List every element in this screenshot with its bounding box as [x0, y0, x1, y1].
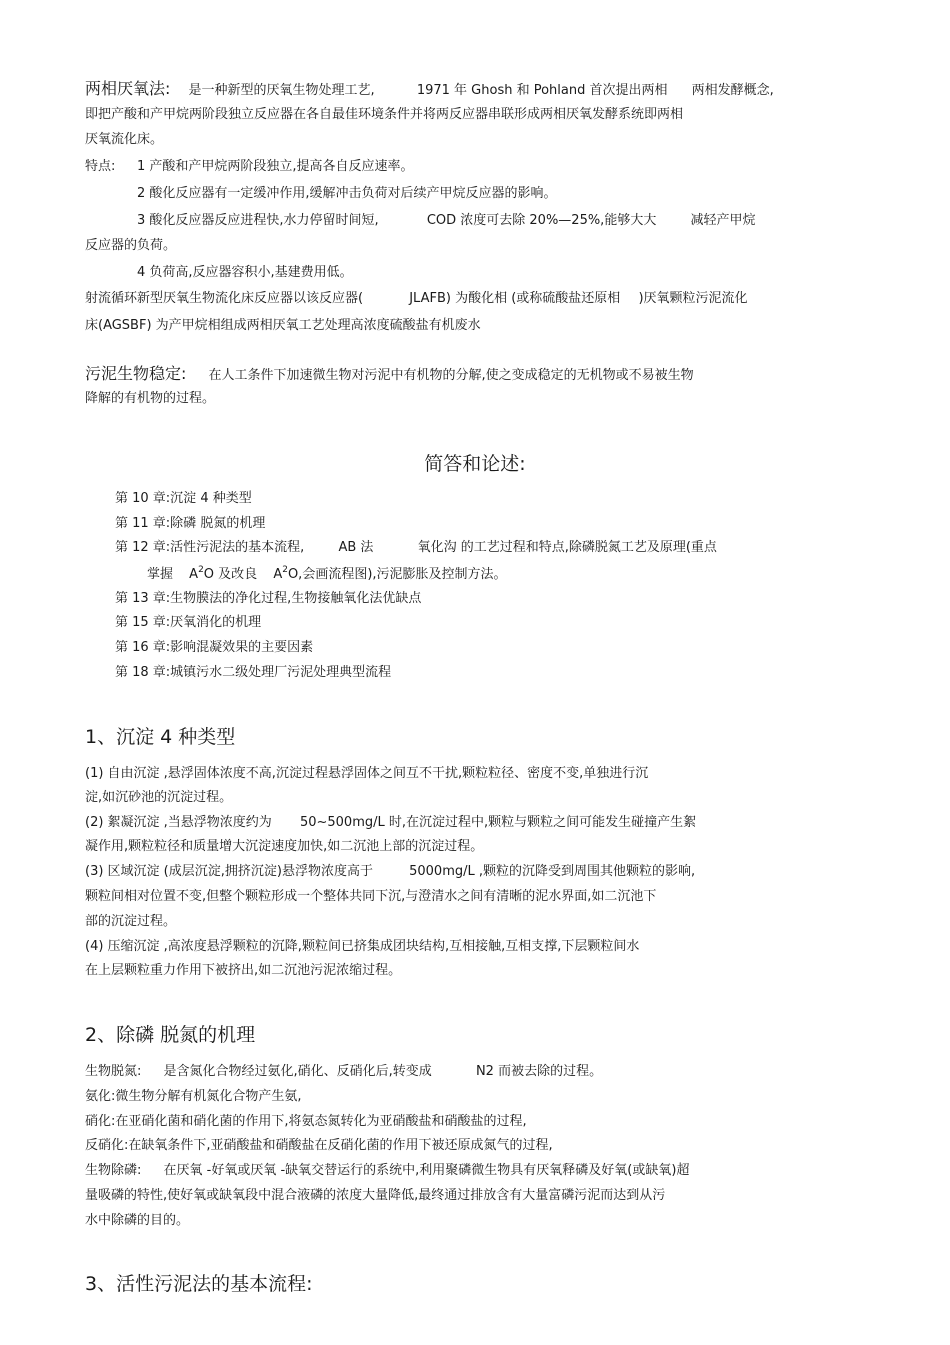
sec2-l4: 反硝化:在缺氧条件下,亚硝酸盐和硝酸盐在反硝化菌的作用下被还原成氮气的过程,	[85, 1138, 553, 1153]
qa-item-ch15: 第 15 章:厌氧消化的机理	[115, 615, 262, 630]
ch12-a: 第 12 章:活性污泥法的基本流程,	[115, 540, 305, 555]
sec2-l1	[85, 1063, 602, 1081]
sec1-p2a-text: (2) 絮凝沉淀 ,当悬浮物浓度约为	[85, 815, 272, 830]
qa-item-ch12-cont	[147, 566, 507, 584]
ch12-sup1: 2	[198, 564, 204, 575]
sec1-p2c: 凝作用,颗粒粒径和质量增大沉淀速度加快,如二沉池上部的沉淀过程。	[85, 839, 484, 854]
two-phase-term: 两相厌氧法:	[85, 79, 171, 98]
ch12-d: 掌握	[147, 567, 174, 582]
jlafb-line-1	[85, 290, 748, 308]
sec2-l7: 水中除磷的目的。	[85, 1213, 190, 1228]
sludge-line-1	[85, 364, 694, 385]
qa-item-ch10: 第 10 章:沉淀 4 种类型	[115, 491, 252, 506]
sec1-p1b: 淀,如沉砂池的沉淀过程。	[85, 790, 233, 805]
sec2-l2: 氨化:微生物分解有机氮化合物产生氨,	[85, 1089, 302, 1104]
qa-item-ch18: 第 18 章:城镇污水二级处理厂污泥处理典型流程	[115, 665, 392, 680]
sec2-l5a: 生物除磷:	[85, 1163, 142, 1178]
sec1-p3b-text: 5000mg/L ,颗粒的沉降受到周围其他颗粒的影响,	[409, 864, 696, 879]
feature-2: 2 酸化反应器有一定缓冲作用,缓解冲击负荷对后续产甲烷反应器的影响。	[137, 186, 557, 201]
sec2-l1b: 是含氮化合物经过氨化,硝化、反硝化后,转变成	[163, 1064, 432, 1079]
qa-item-ch12	[115, 539, 717, 557]
sec1-p1a: (1) 自由沉淀 ,悬浮固体浓度不高,沉淀过程悬浮固体之间互不干扰,颗粒粒径、密度不变,单独进行沉	[85, 766, 649, 781]
two-phase-text-1a: 是一种新型的厌氧生物处理工艺,	[188, 83, 375, 98]
sec1-p2b-text: 50~500mg/L 时,在沉淀过程中,颗粒与颗粒之间可能发生碰撞产生絮	[299, 815, 697, 830]
sludge-line-2: 降解的有机物的过程。	[85, 391, 216, 406]
sludge-text-1: 在人工条件下加速微生物对污泥中有机物的分解,使之变成稳定的无机物或不易被生物	[208, 368, 694, 383]
sec1-p2a	[85, 814, 696, 832]
two-phase-line-2: 即把产酸和产甲烷两阶段独立反应器在各自最佳环境条件并将两反应器串联形成两相厌氧发酵系统即两相	[85, 107, 684, 122]
feature-3b: COD 浓度可去除 20%—25%,能够大大	[426, 213, 657, 228]
ch12-sup2: 2	[282, 564, 288, 575]
jlafb-1c: )厌氧颗粒污泥流化	[638, 291, 748, 306]
feature-3-cont: 反应器的负荷。	[85, 238, 177, 253]
sec2-l1a: 生物脱氮:	[85, 1064, 142, 1079]
ch12-c: 氧化沟 的工艺过程和特点,除磷脱氮工艺及原理(重点	[417, 540, 717, 555]
sec2-l6: 量吸磷的特性,使好氧或缺氧段中混合液磷的浓度大量降低,最终通过排放含有大量富磷污泥而达到从污	[85, 1188, 666, 1203]
sec1-p3c: 颗粒间相对位置不变,但整个颗粒形成一个整体共同下沉,与澄清水之间有清晰的泥水界面,如二沉池下	[85, 889, 657, 904]
ch12-g: A	[273, 567, 283, 582]
qa-item-ch13: 第 13 章:生物膜法的净化过程,生物接触氧化法优缺点	[115, 591, 422, 606]
section-2-title: 2、除磷 脱氮的机理	[85, 1024, 256, 1046]
sec2-l5	[85, 1162, 689, 1180]
ch12-e: A	[189, 567, 199, 582]
section-3-title: 3、活性污泥法的基本流程:	[85, 1273, 313, 1295]
qa-title: 简答和论述:	[424, 453, 526, 475]
feature-4: 4 负荷高,反应器容积小,基建费用低。	[137, 265, 353, 280]
feature-3	[137, 212, 755, 230]
feature-1: 1 产酸和产甲烷两阶段独立,提高各自反应速率。	[137, 159, 414, 174]
sludge-term: 污泥生物稳定:	[85, 364, 187, 383]
feature-3a: 3 酸化反应器反应进程快,水力停留时间短,	[137, 213, 379, 228]
sec2-l5b: 在厌氧 -好氧或厌氧 -缺氧交替运行的系统中,利用聚磷微生物具有厌氧释磷及好氧(或缺氧)超	[163, 1163, 690, 1178]
ch12-b: AB 法	[338, 540, 374, 555]
sec1-p3a-text: (3) 区域沉淀 (成层沉淀,拥挤沉淀)悬浮物浓度高于	[85, 864, 373, 879]
features-label: 特点:	[85, 159, 116, 174]
sec1-p3d: 部的沉淀过程。	[85, 914, 177, 929]
ch12-h: O,会画流程图),污泥膨胀及控制方法。	[287, 567, 507, 582]
two-phase-line-3: 厌氧流化床。	[85, 132, 164, 147]
feature-3c: 减轻产甲烷	[690, 213, 756, 228]
sec1-p4a: (4) 压缩沉淀 ,高浓度悬浮颗粒的沉降,颗粒间已挤集成团块结构,互相接触,互相支撑,下层颗粒间水	[85, 939, 640, 954]
jlafb-1a: 射流循环新型厌氧生物流化床反应器以该反应器(	[85, 291, 364, 306]
ch12-f: O 及改良	[203, 567, 258, 582]
sec1-p4b: 在上层颗粒重力作用下被挤出,如二沉池污泥浓缩过程。	[85, 963, 402, 978]
qa-item-ch11: 第 11 章:除磷 脱氮的机理	[115, 516, 266, 531]
two-phase-text-1c: 两相发酵概念,	[691, 83, 774, 98]
jlafb-1b: JLAFB) 为酸化相 (或称硫酸盐还原相	[409, 291, 621, 306]
jlafb-line-2: 床(AGSBF) 为产甲烷相组成两相厌氧工艺处理高浓度硫酸盐有机废水	[85, 318, 481, 333]
two-phase-line-1	[85, 79, 774, 100]
two-phase-text-1b: 1971 年 Ghosh 和 Pohland 首次提出两相	[416, 83, 668, 98]
sec2-l3: 硝化:在亚硝化菌和硝化菌的作用下,将氨态氮转化为亚硝酸盐和硝酸盐的过程,	[85, 1114, 527, 1129]
sec1-p3a	[85, 863, 695, 881]
section-1-title: 1、沉淀 4 种类型	[85, 726, 236, 748]
sec2-l1c: N2 而被去除的过程。	[475, 1064, 603, 1079]
qa-item-ch16: 第 16 章:影响混凝效果的主要因素	[115, 640, 314, 655]
